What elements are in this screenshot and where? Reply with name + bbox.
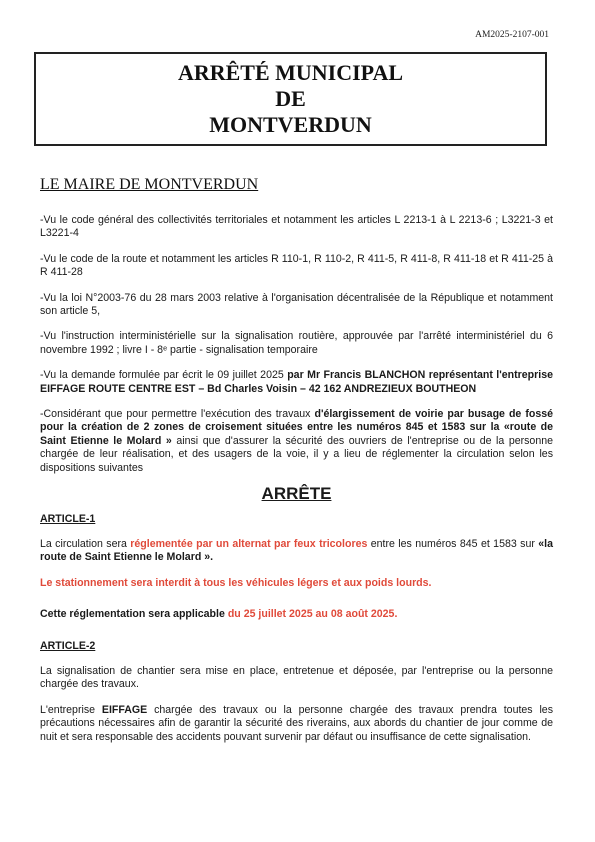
article-2-heading: ARTICLE-2 [40, 639, 96, 652]
considerant-works: d'élargissement de voirie par busage de fossé pour la création de 2 zones de croisement situées entre les numéros 845 et 1583 sur la «route de Saint Etienne le Molard » [40, 408, 553, 447]
considerant-travaux [40, 408, 553, 475]
demande-requester: par Mr Francis BLANCHON représentant l'entreprise EIFFAGE ROUTE CENTRE EST – Bd Charles Voisin – 42 162 ANDREZIEUX BOUTHEON [40, 369, 553, 395]
article-1-text-a: La circulation sera [40, 537, 131, 550]
title-line-2: DE [275, 86, 306, 111]
article-1-period: du 25 juillet 2025 au 08 août 2025. [227, 608, 398, 621]
document-reference: AM2025-2107-001 [475, 30, 549, 40]
arrete-heading: ARRÊTE [261, 484, 332, 504]
document-body [40, 214, 553, 756]
considerant-instruction: -Vu l'instruction interministérielle sur la signalisation routière, approuvée par l'arrêté interministériel du 6 novembre 1992 ; livre I - 8ᵉ partie - signalisation temporaire [40, 330, 553, 356]
article-1-circulation [40, 538, 553, 565]
article-2-responsabilite [40, 704, 553, 744]
considerant-code-route: -Vu le code de la route et notamment les articles R 110-1, R 110-2, R 411-5, R 411-8, R 411-18 et R 411-25 à R 411-28 [40, 252, 553, 279]
article-1-stationnement: Le stationnement sera interdit à tous les véhicules légers et aux poids lourds. [40, 576, 432, 589]
considerant-demande [40, 369, 553, 396]
considerant-code-collectivites: -Vu le code général des collectivités territoriales et notamment les articles L 2213-1 à L 2213-6 ; L3221-3 et L3221-4 [40, 214, 553, 240]
article-2-text-b: chargée des travaux ou la personne chargée des travaux prendra toutes les précautions nécessaires afin de garantir la sécurité des riverains, aux abords du chantier de jour comme de nuit et sera responsable des accidents pouvant survenir par défaut ou insuffisance de cette signalisation. [40, 703, 554, 743]
article-1-applicable: Cette réglementation sera applicable [40, 608, 228, 621]
considerant-loi-2003: -Vu la loi N°2003-76 du 28 mars 2003 relative à l'organisation décentralisée de la République et notamment son article 5, [40, 291, 553, 318]
title-box [34, 52, 547, 146]
article-2-company: EIFFAGE [101, 703, 148, 716]
demande-text: -Vu la demande formulée par écrit le 09 juillet 2025 [40, 369, 288, 382]
title-line-1: ARRÊTÉ MUNICIPAL [177, 60, 404, 85]
article-1-heading: ARTICLE-1 [40, 512, 96, 525]
considerant-text-1: -Considérant que pour permettre l'exécution des travaux [40, 408, 315, 421]
article-1-road: «la route de Saint Etienne le Molard ». [40, 537, 553, 564]
article-1-dates [40, 608, 553, 621]
article-2-text-a: L'entreprise [40, 703, 102, 716]
article-1-text-b: entre les numéros 845 et 1583 sur [367, 537, 539, 550]
article-1-alternat: réglementée par un alternat par feux tricolores [130, 537, 368, 550]
considerant-text-2: ainsi que d'assurer la sécurité des ouvriers de l'entreprise ou de la personne chargée de leur réalisation, et des usagers de la voie, il y a lieu de réglementer la circulation selon les dispositions suivantes [40, 434, 553, 474]
mayor-heading: LE MAIRE DE MONTVERDUN [40, 176, 259, 193]
title-line-3: MONTVERDUN [209, 112, 372, 137]
article-2-signalisation: La signalisation de chantier sera mise en place, entretenue et déposée, par l'entreprise ou la personne chargée des travaux. [40, 664, 553, 691]
